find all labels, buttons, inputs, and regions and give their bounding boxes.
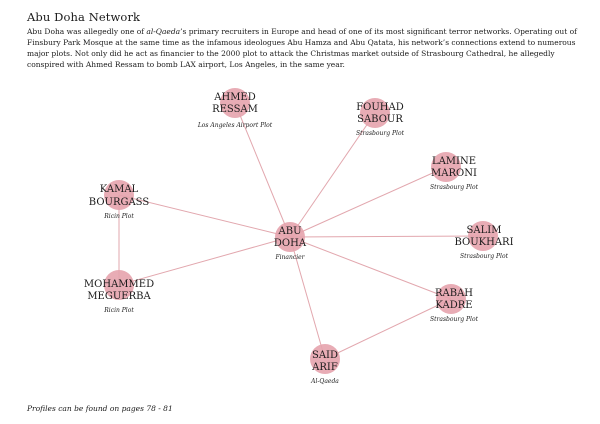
node-kamal-bourgass-name-line1: KAMAL [99, 184, 139, 195]
node-fouhad-sabour-role: Strasbourg Plot [356, 130, 404, 137]
node-abu-doha-name-line2: DOHA [273, 238, 307, 249]
node-ahmed-ressam-name-line1: AHMED [214, 92, 256, 103]
node-rabah-kadre-name-line2: KADRE [435, 300, 473, 311]
node-kamal-bourgass[interactable] [89, 180, 150, 220]
edge-abu-doha-rabah-kadre [290, 237, 451, 299]
edge-said-arif-rabah-kadre [325, 299, 451, 359]
node-salim-boukhari-name-line1: SALIM [466, 225, 502, 236]
intro-text-rest: ’s primary recruiters in Europe and head of one of its most significant terror networks. Operating out of Finsbury Park Mosque at the same time as the infamous ideologues Abu Hamza and Abu Qatata, his network’s connections extend to numerous major plots. Not only did he act as financier to the 2000 plot to attack the Christmas market outside of Strasbourg Cathedral, he allegedly conspired with Ahmed Ressam to bomb LAX airport, Los Angeles, in the same year. [27, 27, 577, 69]
node-mohammed-meguerba[interactable] [84, 270, 154, 314]
node-lamine-maroni-name-line2: MARONI [431, 168, 477, 179]
edge-abu-doha-mohammed-meguerba [119, 237, 290, 285]
node-abu-doha[interactable] [274, 222, 307, 261]
node-fouhad-sabour-name-line1: FOUHAD [356, 102, 404, 113]
node-ahmed-ressam[interactable] [197, 88, 273, 129]
page-title: Abu Doha Network [27, 10, 141, 24]
node-said-arif-role: Al-Qaeda [311, 378, 339, 385]
node-rabah-kadre-role: Strasbourg Plot [430, 316, 478, 323]
node-ahmed-ressam-name-line2: RESSAM [212, 104, 258, 115]
node-rabah-kadre[interactable] [430, 284, 479, 323]
node-lamine-maroni-role: Strasbourg Plot [430, 184, 478, 191]
node-said-arif[interactable] [310, 344, 340, 385]
intro-text-start: Abu Doha was allegedly one of [27, 27, 147, 36]
node-fouhad-sabour-name-line2: SABOUR [357, 114, 403, 125]
node-abu-doha-role: Financier [275, 254, 305, 261]
node-said-arif-name-line1: SAID [311, 350, 339, 361]
node-salim-boukhari[interactable] [454, 221, 513, 260]
node-rabah-kadre-name-line1: RABAH [434, 288, 474, 299]
intro-emphasis: al-Qaeda [146, 27, 181, 36]
node-mohammed-meguerba-name-line2: MEGUERBA [87, 291, 151, 302]
node-kamal-bourgass-name-line2: BOURGASS [88, 197, 150, 208]
node-abu-doha-name-line1: ABU [278, 226, 302, 237]
node-mohammed-meguerba-name-line1: MOHAMMED [83, 279, 155, 290]
node-fouhad-sabour[interactable] [356, 98, 405, 137]
node-salim-boukhari-name-line2: BOUKHARI [454, 237, 514, 248]
node-lamine-maroni[interactable] [430, 152, 479, 191]
page-footer: Profiles can be found on pages 78 - 81 [27, 404, 173, 413]
node-said-arif-name-line2: ARIF [312, 362, 338, 373]
node-salim-boukhari-role: Strasbourg Plot [460, 253, 508, 260]
node-ahmed-ressam-role: Los Angeles Airport Plot [197, 122, 273, 129]
node-mohammed-meguerba-role: Ricin Plot [104, 307, 134, 314]
node-lamine-maroni-name-line1: LAMINE [431, 156, 477, 167]
node-kamal-bourgass-role: Ricin Plot [104, 213, 134, 220]
